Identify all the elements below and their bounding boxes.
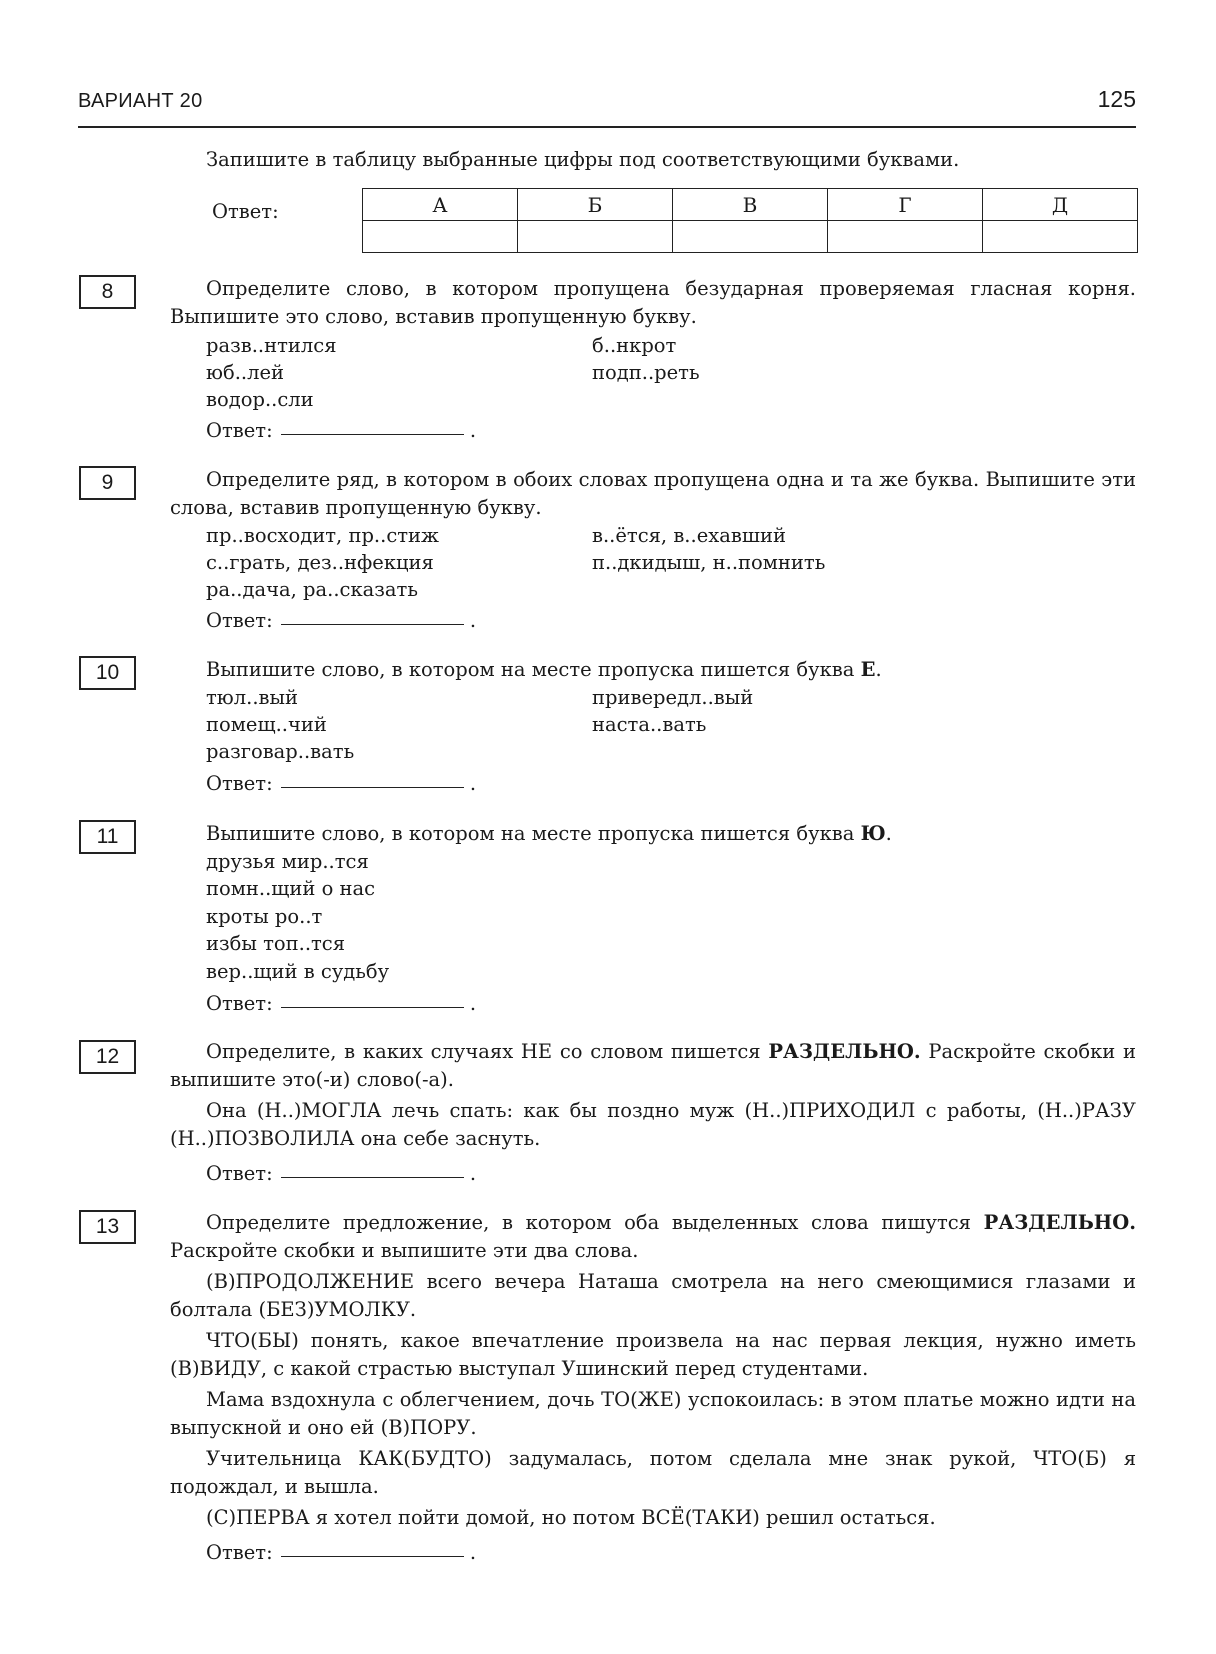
table-instruction: Запишите в таблицу выбранные цифры под соответствующими буквами. <box>206 148 960 171</box>
task-sentence: (С)ПЕРВА я хотел пойти домой, но потом ВСЁ(ТАКИ) решил остаться. <box>206 1506 936 1529</box>
word-option: тюл..вый <box>206 686 299 709</box>
answer-field[interactable] <box>281 786 464 788</box>
task-number: 12 <box>79 1040 136 1074</box>
answer-row: Ответ: . <box>206 772 477 795</box>
word-option: помещ..чий <box>206 713 327 736</box>
word-option: избы топ..тся <box>206 932 346 955</box>
answer-table-header: Б <box>518 189 673 221</box>
page-number: 125 <box>1097 86 1136 112</box>
answer-row: Ответ: . <box>206 992 477 1015</box>
word-option: пр..восходит, пр..стиж <box>206 524 439 547</box>
task-sentence: Она (Н..)МОГЛА лечь спать: как бы поздно муж (Н..)ПРИХОДИЛ с работы, (Н..)РАЗУ (Н..)ПОЗВОЛИЛА она себе заснуть. <box>170 1099 1136 1150</box>
task-sentence: Мама вздохнула с облегчением, дочь ТО(ЖЕ) успокоилась: в этом платье можно идти на выпускной и оно ей (В)ПОРУ. <box>170 1388 1136 1439</box>
answer-cell[interactable] <box>518 221 673 253</box>
answer-field[interactable] <box>281 1006 464 1008</box>
task-prompt-text: Определите предложение, в котором оба выделенных слова пишутся <box>206 1211 984 1234</box>
answer-table-header: Г <box>828 189 983 221</box>
task-sentence: Учительница КАК(БУДТО) задумалась, потом сделала мне знак рукой, ЧТО(Б) я подождал, и вышла. <box>170 1447 1136 1498</box>
answer-table <box>362 188 1138 253</box>
task-number: 11 <box>79 820 136 854</box>
answer-field[interactable] <box>281 623 464 625</box>
word-option: юб..лей <box>206 361 285 384</box>
word-option: вер..щий в судьбу <box>206 960 390 983</box>
word-option: с..грать, дез..нфекция <box>206 551 434 574</box>
answer-row: Ответ: . <box>206 609 477 632</box>
answer-field[interactable] <box>281 1555 464 1557</box>
task-prompt: Определите ряд, в котором в обоих словах пропущена одна и та же буква. Выпишите эти слова, вставив пропущенную букву. <box>170 468 1136 519</box>
word-option: разговар..вать <box>206 740 355 763</box>
page-header <box>78 86 1136 128</box>
task-number: 10 <box>79 656 136 690</box>
word-option: привередл..вый <box>592 686 754 709</box>
task-prompt-bold: РАЗДЕЛЬНО. <box>983 1211 1136 1234</box>
answer-cell[interactable] <box>983 221 1138 253</box>
task-prompt-letter: Ю <box>860 822 886 845</box>
task-sentence: ЧТО(БЫ) понять, какое впечатление произвела на нас первая лекция, нужно иметь (В)ВИДУ, с какой страстью выступал Ушинский перед студентами. <box>170 1329 1136 1380</box>
task-prompt-bold: РАЗДЕЛЬНО. <box>768 1040 921 1063</box>
answer-label: Ответ: <box>206 419 273 442</box>
answer-field[interactable] <box>281 1176 464 1178</box>
task-prompt-text: Определите, в каких случаях НЕ со словом пишется <box>206 1040 769 1063</box>
answer-row: Ответ: . <box>206 1541 477 1564</box>
word-option: ра..дача, ра..сказать <box>206 578 418 601</box>
task-prompt-text: Выпишите слово, в котором на месте пропуска пишется буква <box>206 822 861 845</box>
answer-table-header: В <box>673 189 828 221</box>
word-option: наста..вать <box>592 713 707 736</box>
answer-field[interactable] <box>281 433 464 435</box>
task-prompt-text: Раскройте скобки и выпишите это(-и) слово(-а). <box>170 1040 1136 1091</box>
answer-cell[interactable] <box>363 221 518 253</box>
word-option: разв..нтился <box>206 334 337 357</box>
task-number: 13 <box>79 1210 136 1244</box>
answer-label: Ответ: <box>206 609 273 632</box>
task-prompt: Выпишите слово, в котором на месте пропуска пишется буква Ю. <box>206 822 892 845</box>
word-option: кроты ро..т <box>206 905 323 928</box>
variant-title: ВАРИАНТ 20 <box>78 90 203 112</box>
task-prompt <box>170 1209 1136 1265</box>
answer-row: Ответ: . <box>206 419 477 442</box>
task-prompt <box>170 1038 1136 1094</box>
task-number: 9 <box>79 466 136 500</box>
word-option: в..ётся, в..ехавший <box>592 524 786 547</box>
task-prompt-text: Раскройте скобки и выпишите эти два слова. <box>170 1239 639 1262</box>
word-option: б..нкрот <box>592 334 677 357</box>
word-option: подп..реть <box>592 361 700 384</box>
answer-label: Ответ: <box>206 992 273 1015</box>
word-option: помн..щий о нас <box>206 877 376 900</box>
task-prompt: Определите слово, в котором пропущена безударная проверяемая гласная корня. Выпишите это слово, вставив пропущенную букву. <box>170 277 1136 328</box>
answer-row: Ответ: . <box>206 1162 477 1185</box>
answer-label: Ответ: <box>206 1541 273 1564</box>
answer-label: Ответ: <box>206 772 273 795</box>
task-prompt: Выпишите слово, в котором на месте пропуска пишется буква Е. <box>206 658 882 681</box>
word-option: водор..сли <box>206 388 314 411</box>
task-number: 8 <box>79 275 136 309</box>
answer-cell[interactable] <box>673 221 828 253</box>
answer-table-header: Д <box>983 189 1138 221</box>
word-option: п..дкидыш, н..помнить <box>592 551 826 574</box>
answer-label: Ответ: <box>206 1162 273 1185</box>
task-sentence: (В)ПРОДОЛЖЕНИЕ всего вечера Наташа смотрела на него смеющимися глазами и болтала (БЕЗ)УМОЛКУ. <box>170 1270 1136 1321</box>
answer-label: Ответ: <box>212 200 279 223</box>
answer-table-header: А <box>363 189 518 221</box>
task-prompt-text: Выпишите слово, в котором на месте пропуска пишется буква <box>206 658 861 681</box>
answer-cell[interactable] <box>828 221 983 253</box>
task-prompt-letter: Е <box>860 658 876 681</box>
word-option: друзья мир..тся <box>206 850 369 873</box>
